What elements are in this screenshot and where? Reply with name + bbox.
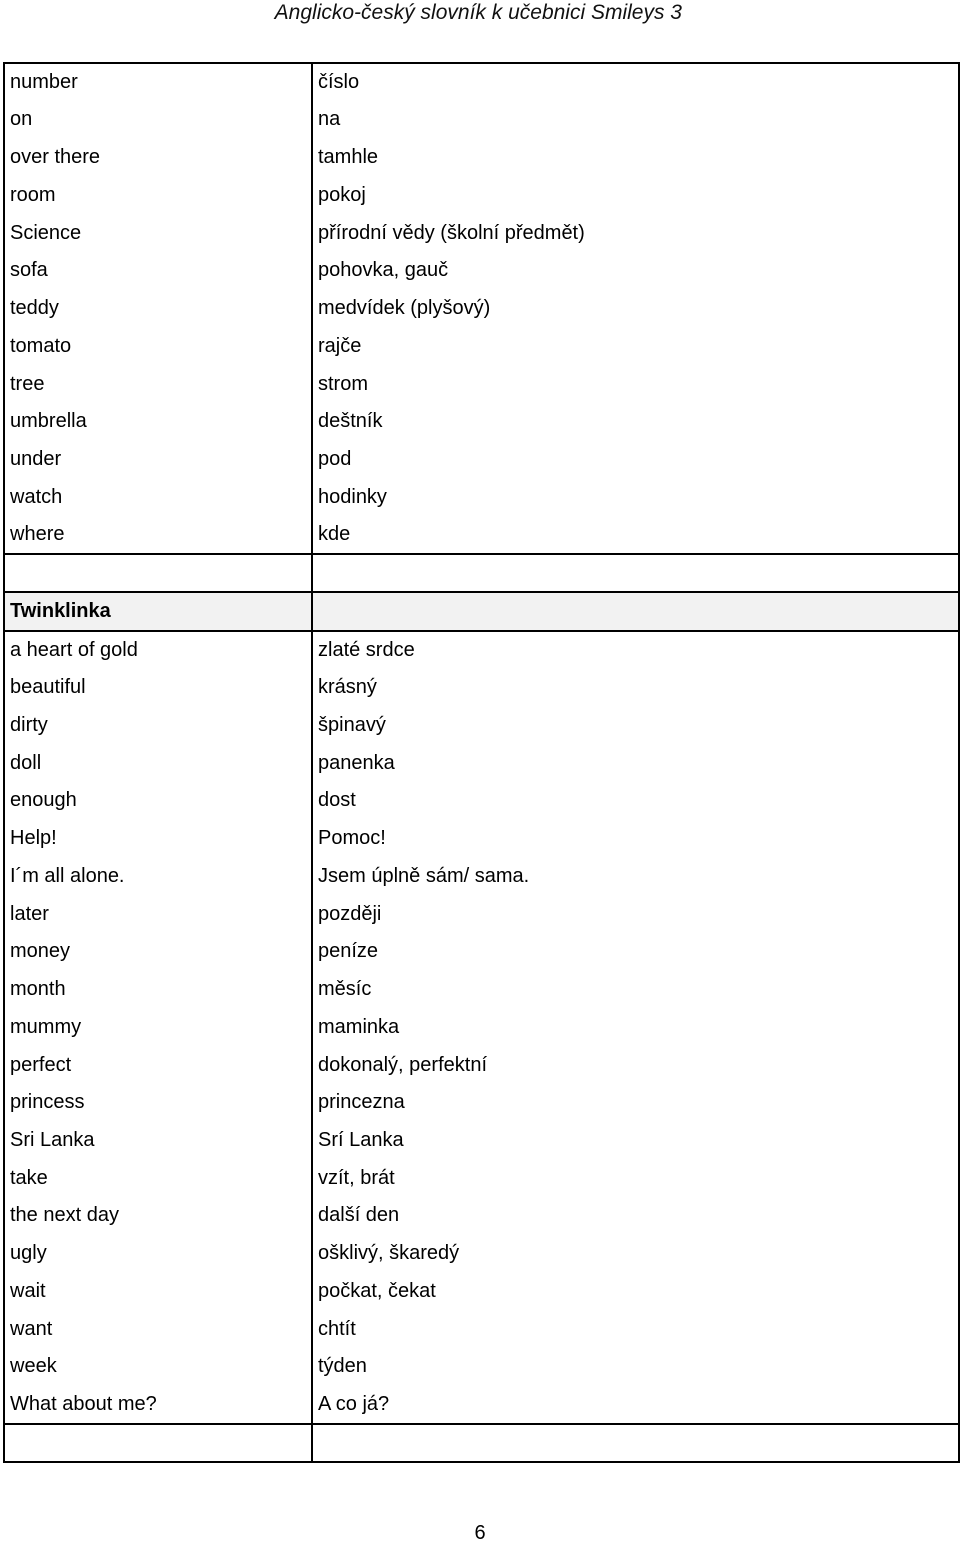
english-word: I´m all alone. (4, 857, 312, 895)
czech-translation: chtít (312, 1310, 959, 1348)
table-row (4, 1235, 959, 1273)
czech-translation: medvídek (plyšový) (312, 290, 959, 328)
table-row (4, 631, 959, 669)
table-row (4, 895, 959, 933)
czech-translation: vzít, brát (312, 1159, 959, 1197)
czech-translation: dost (312, 782, 959, 820)
czech-translation: strom (312, 365, 959, 403)
english-word: number (4, 63, 312, 101)
vocabulary-table (3, 62, 960, 1463)
english-word: What about me? (4, 1386, 312, 1424)
english-word: enough (4, 782, 312, 820)
czech-translation: maminka (312, 1008, 959, 1046)
english-word: Help! (4, 820, 312, 858)
page-title: Anglicko-český slovník k učebnici Smileys 3 (274, 1, 682, 24)
english-word: princess (4, 1084, 312, 1122)
table-row (4, 252, 959, 290)
table-row (4, 820, 959, 858)
czech-translation: Srí Lanka (312, 1122, 959, 1160)
czech-translation: na (312, 101, 959, 139)
english-word: tree (4, 365, 312, 403)
english-word: perfect (4, 1046, 312, 1084)
empty-cell (4, 554, 312, 592)
english-word: money (4, 933, 312, 971)
czech-translation: Jsem úplně sám/ sama. (312, 857, 959, 895)
table-row (4, 365, 959, 403)
table-row (4, 1046, 959, 1084)
table-row (4, 1084, 959, 1122)
czech-translation: princezna (312, 1084, 959, 1122)
table-row (4, 857, 959, 895)
czech-translation: číslo (312, 63, 959, 101)
czech-translation: rajče (312, 327, 959, 365)
english-word: sofa (4, 252, 312, 290)
czech-translation: A co já? (312, 1386, 959, 1424)
czech-translation: týden (312, 1348, 959, 1386)
page-number: 6 (474, 1522, 486, 1544)
section-heading-row (4, 592, 959, 631)
czech-translation: tamhle (312, 139, 959, 177)
czech-translation: hodinky (312, 478, 959, 516)
table-row (4, 139, 959, 177)
table-row (4, 63, 959, 101)
english-word: umbrella (4, 403, 312, 441)
table-row (4, 478, 959, 516)
table-row (4, 1273, 959, 1311)
table-row (4, 1159, 959, 1197)
czech-translation: Pomoc! (312, 820, 959, 858)
vocabulary-table-body (4, 63, 959, 1462)
table-row (4, 782, 959, 820)
czech-translation: panenka (312, 744, 959, 782)
table-row (4, 101, 959, 139)
empty-cell (312, 592, 959, 631)
section-title: Twinklinka (4, 592, 312, 631)
english-word: the next day (4, 1197, 312, 1235)
english-word: wait (4, 1273, 312, 1311)
english-word: ugly (4, 1235, 312, 1273)
english-word: Sri Lanka (4, 1122, 312, 1160)
english-word: where (4, 516, 312, 554)
table-row (4, 176, 959, 214)
english-word: on (4, 101, 312, 139)
english-word: take (4, 1159, 312, 1197)
english-word: doll (4, 744, 312, 782)
table-row (4, 971, 959, 1009)
table-row (4, 214, 959, 252)
english-word: beautiful (4, 669, 312, 707)
english-word: a heart of gold (4, 631, 312, 669)
english-word: watch (4, 478, 312, 516)
table-row (4, 744, 959, 782)
czech-translation: měsíc (312, 971, 959, 1009)
english-word: Science (4, 214, 312, 252)
czech-translation: dokonalý, perfektní (312, 1046, 959, 1084)
table-row (4, 1310, 959, 1348)
czech-translation: zlaté srdce (312, 631, 959, 669)
english-word: want (4, 1310, 312, 1348)
czech-translation: kde (312, 516, 959, 554)
table-row (4, 933, 959, 971)
table-row (4, 707, 959, 745)
table-row (4, 1386, 959, 1424)
czech-translation: ošklivý, škaredý (312, 1235, 959, 1273)
table-row (4, 290, 959, 328)
english-word: over there (4, 139, 312, 177)
czech-translation: počkat, čekat (312, 1273, 959, 1311)
english-word: room (4, 176, 312, 214)
czech-translation: pod (312, 441, 959, 479)
english-word: mummy (4, 1008, 312, 1046)
czech-translation: peníze (312, 933, 959, 971)
english-word: week (4, 1348, 312, 1386)
english-word: month (4, 971, 312, 1009)
table-row (4, 1348, 959, 1386)
czech-translation: krásný (312, 669, 959, 707)
czech-translation: pokoj (312, 176, 959, 214)
empty-cell (312, 554, 959, 592)
table-row (4, 403, 959, 441)
czech-translation: přírodní vědy (školní předmět) (312, 214, 959, 252)
table-row (4, 1197, 959, 1235)
table-row (4, 1008, 959, 1046)
table-row (4, 516, 959, 554)
english-word: tomato (4, 327, 312, 365)
czech-translation: deštník (312, 403, 959, 441)
english-word: under (4, 441, 312, 479)
czech-translation: později (312, 895, 959, 933)
table-row (4, 441, 959, 479)
blank-row (4, 554, 959, 592)
table-row (4, 327, 959, 365)
english-word: teddy (4, 290, 312, 328)
table-row (4, 1122, 959, 1160)
table-row (4, 669, 959, 707)
czech-translation: další den (312, 1197, 959, 1235)
czech-translation: špinavý (312, 707, 959, 745)
czech-translation: pohovka, gauč (312, 252, 959, 290)
english-word: later (4, 895, 312, 933)
empty-cell (312, 1424, 959, 1462)
blank-row (4, 1424, 959, 1462)
empty-cell (4, 1424, 312, 1462)
english-word: dirty (4, 707, 312, 745)
